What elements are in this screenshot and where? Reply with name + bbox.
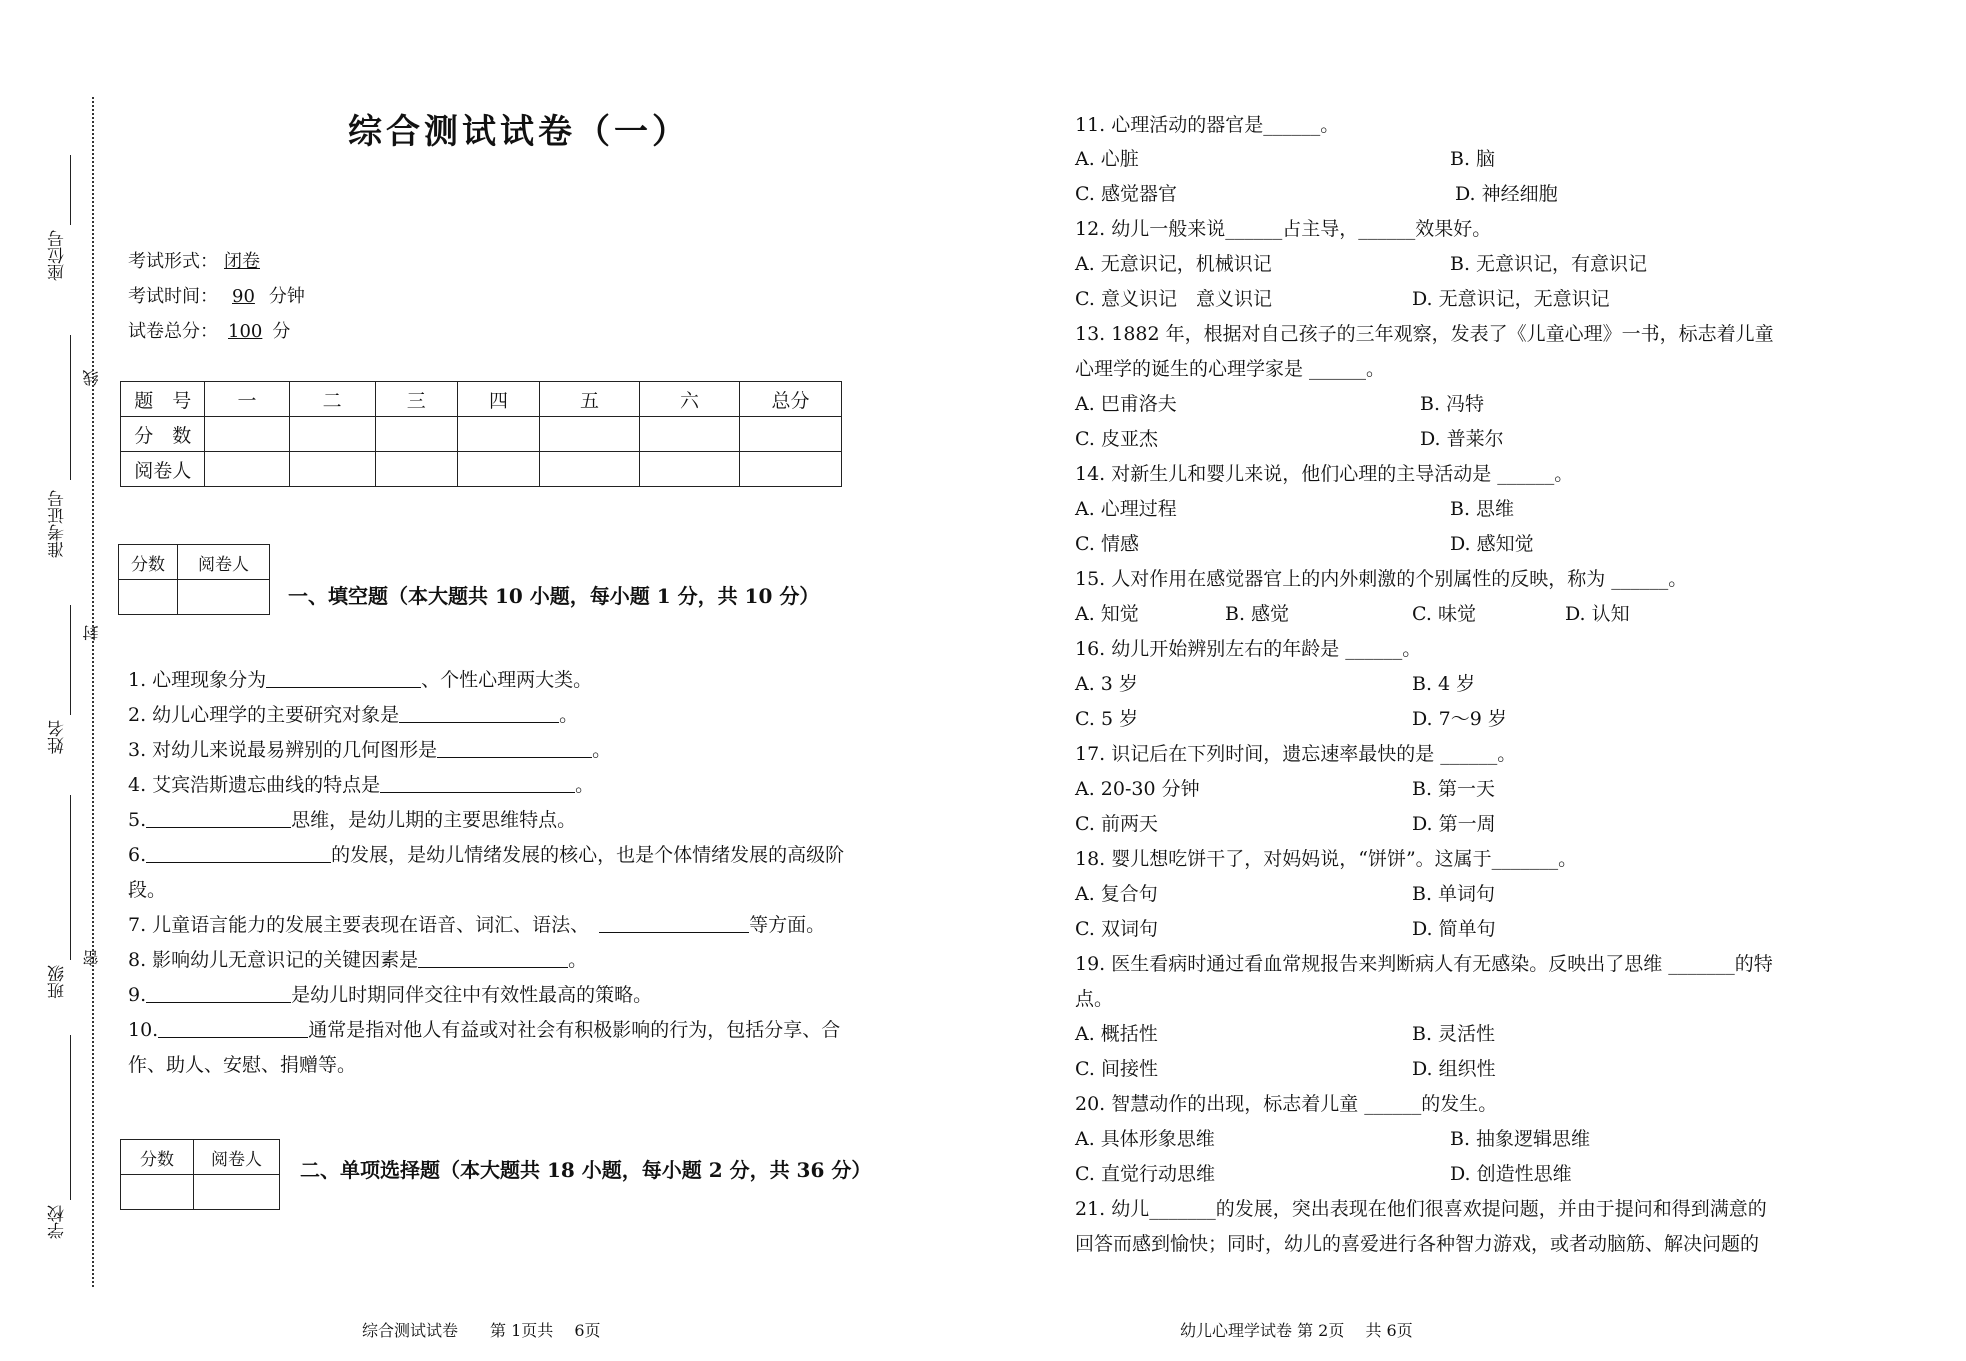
option-c[interactable]: C. 间接性 [1075, 1058, 1158, 1080]
option-a[interactable]: A. 复合句 [1075, 883, 1158, 905]
option-a[interactable]: A. 心理过程 [1075, 498, 1177, 520]
exam-time-label: 考试时间： [128, 286, 218, 307]
exam-total-label: 试卷总分： [128, 321, 218, 342]
page1-footer: 综合测试试卷 第 1页共 6页 [362, 1321, 601, 1340]
exam-title: 综合测试试卷（一） [348, 112, 690, 152]
class-blank [70, 795, 71, 960]
score-row-label: 阅卷人 [121, 452, 205, 487]
fill-question [128, 665, 592, 692]
grade-box-score-label: 分数 [119, 545, 178, 580]
option-c[interactable]: C. 味觉 [1412, 603, 1476, 625]
option-b[interactable]: B. 4 岁 [1412, 673, 1476, 695]
option-d[interactable]: D. 创造性思维 [1450, 1163, 1572, 1185]
fill-question [128, 945, 587, 972]
score-cell [640, 452, 740, 487]
answer-blank[interactable] [599, 913, 749, 933]
score-cell [289, 417, 375, 452]
option-b[interactable]: B. 单词句 [1412, 883, 1496, 905]
seat-blank [70, 155, 71, 225]
option-a[interactable]: A. 无意识记，机械识记 [1075, 253, 1272, 275]
fill-question [128, 735, 611, 762]
score-header-cell: 六 [640, 382, 740, 417]
question-stem: 15. 人对作用在感觉器官上的内外刺激的个别属性的反映，称为 ______。 [1075, 568, 1688, 590]
exam-form [128, 247, 266, 273]
score-cell [289, 452, 375, 487]
school-label: 学校 [48, 1205, 68, 1239]
section1-heading: 一、填空题（本大题共 10 小题，每小题 1 分，共 10 分） [288, 584, 820, 608]
answer-blank[interactable] [146, 843, 331, 863]
score-cell [457, 452, 539, 487]
score-table-header [121, 382, 842, 417]
option-a[interactable]: A. 巴甫洛夫 [1075, 393, 1177, 415]
page2-footer: 幼儿心理学试卷 第 2页 共 6页 [1180, 1321, 1413, 1340]
fill-question [128, 1015, 840, 1042]
question-text: 。 [559, 704, 579, 726]
option-b[interactable]: B. 灵活性 [1412, 1023, 1496, 1045]
question-text: 通常是指对他人有益或对社会有积极影响的行为，包括分享、合 [308, 1019, 841, 1041]
score-header-cell: 三 [375, 382, 457, 417]
question-stem: 12. 幼儿一般来说______占主导，______效果好。 [1075, 218, 1492, 240]
question-stem: 17. 识记后在下列时间，遗忘速率最快的是 ______。 [1075, 743, 1517, 765]
option-a[interactable]: A. 3 岁 [1075, 673, 1138, 695]
question-text: 。 [592, 739, 612, 761]
option-c[interactable]: C. 意义识记 意义识记 [1075, 288, 1272, 310]
question-text: 6. [128, 844, 147, 866]
option-d[interactable]: D. 简单句 [1412, 918, 1496, 940]
question-text: 3. 对幼儿来说最易辨别的几何图形是 [128, 739, 438, 761]
question-text: 的发展，是幼儿情绪发展的核心，也是个体情绪发展的高级阶 [331, 844, 845, 866]
option-a[interactable]: A. 具体形象思维 [1075, 1128, 1215, 1150]
name-label: 姓名 [48, 720, 68, 754]
option-c[interactable]: C. 皮亚杰 [1075, 428, 1158, 450]
option-b[interactable]: B. 冯特 [1420, 393, 1485, 415]
question-text: 10. [128, 1019, 159, 1041]
question-text: 9. [128, 984, 147, 1006]
option-a[interactable]: A. 心脏 [1075, 148, 1139, 170]
score-header-cell: 总分 [739, 382, 841, 417]
answer-blank[interactable] [380, 773, 575, 793]
option-d[interactable]: D. 组织性 [1412, 1058, 1496, 1080]
exam-form-value: 闭卷 [224, 251, 260, 272]
question-text: 2. 幼儿心理学的主要研究对象是 [128, 704, 400, 726]
score-cell [375, 452, 457, 487]
answer-blank[interactable] [437, 738, 592, 758]
fill-question [128, 770, 594, 797]
question-text: 7. 儿童语言能力的发展主要表现在语音、词汇、语法、 [128, 914, 590, 936]
section1-grade-box [118, 544, 270, 615]
score-cell [739, 452, 841, 487]
option-b[interactable]: B. 无意识记，有意识记 [1450, 253, 1648, 275]
option-d[interactable]: D. 7～9 岁 [1412, 708, 1507, 730]
fill-question [128, 700, 578, 727]
option-c[interactable]: C. 感觉器官 [1075, 183, 1177, 205]
grade-box-grader-label: 阅卷人 [178, 545, 270, 580]
question-text: 思维，是幼儿期的主要思维特点。 [291, 809, 577, 831]
option-d[interactable]: D. 感知觉 [1450, 533, 1534, 555]
question-text: 1. 心理现象分为 [128, 669, 267, 691]
score-cell [739, 417, 841, 452]
exam-total [128, 317, 290, 343]
score-table-row [121, 452, 842, 487]
score-header-cell: 五 [540, 382, 640, 417]
option-b[interactable]: B. 感觉 [1225, 603, 1290, 625]
option-b[interactable]: B. 第一天 [1412, 778, 1496, 800]
question-stem: 16. 幼儿开始辨别左右的年龄是 ______。 [1075, 638, 1422, 660]
fill-question [128, 980, 652, 1007]
question-stem: 21. 幼儿_______的发展，突出表现在他们很喜欢提问题，并由于提问和得到满意的 [1075, 1198, 1767, 1220]
section2-grade-box [120, 1139, 280, 1210]
seat-label: 座位号 [48, 230, 68, 281]
exam-total-value: 100 [228, 321, 263, 342]
score-header-cell: 二 [289, 382, 375, 417]
exam-total-unit: 分 [272, 321, 291, 342]
option-a[interactable]: A. 知觉 [1075, 603, 1139, 625]
option-d[interactable]: D. 普莱尔 [1420, 428, 1504, 450]
score-cell [540, 452, 640, 487]
exam-form-label: 考试形式： [128, 251, 218, 272]
answer-blank[interactable] [146, 808, 291, 828]
option-d[interactable]: D. 神经细胞 [1455, 183, 1558, 205]
question-stem-continued: 心理学的诞生的心理学家是 ______。 [1075, 358, 1386, 380]
exam-number-blank [70, 335, 71, 480]
question-stem: 20. 智慧动作的出现，标志着儿童 ______的发生。 [1075, 1093, 1498, 1115]
score-header-cell: 题 号 [121, 382, 205, 417]
score-cell [375, 417, 457, 452]
fill-question-continued: 作、助人、安慰、捐赠等。 [128, 1054, 357, 1076]
score-cell [640, 417, 740, 452]
score-cell [205, 417, 289, 452]
question-text: 5. [128, 809, 147, 831]
fill-question-continued: 段。 [128, 879, 167, 901]
question-text: 。 [568, 949, 588, 971]
option-c[interactable]: C. 5 岁 [1075, 708, 1139, 730]
fill-question [128, 910, 825, 937]
score-header-cell: 四 [457, 382, 539, 417]
grade-box-cell [119, 580, 178, 615]
option-b[interactable]: B. 思维 [1450, 498, 1515, 520]
grade-box-grader-label: 阅卷人 [194, 1140, 280, 1175]
question-stem: 11. 心理活动的器官是______。 [1075, 114, 1340, 136]
fill-question [128, 805, 576, 832]
question-text: 等方面。 [749, 914, 826, 936]
binding-mark-sealed: 密 [82, 950, 101, 966]
binding-mark-line: 线 [82, 370, 101, 386]
answer-blank[interactable] [158, 1018, 308, 1038]
binding-mark-seal: 封 [82, 625, 101, 641]
binding-dotted-line [92, 97, 94, 1287]
question-text: 。 [575, 774, 595, 796]
option-c[interactable]: C. 双词句 [1075, 918, 1158, 940]
name-blank [70, 605, 71, 715]
option-a[interactable]: A. 20-30 分钟 [1075, 778, 1200, 800]
option-d[interactable]: D. 第一周 [1412, 813, 1496, 835]
option-c[interactable]: C. 前两天 [1075, 813, 1158, 835]
question-stem-continued: 点。 [1075, 988, 1114, 1010]
fill-question [128, 840, 844, 867]
option-b[interactable]: B. 脑 [1450, 148, 1496, 170]
question-text: 4. 艾宾浩斯遗忘曲线的特点是 [128, 774, 381, 796]
grade-box-score-label: 分数 [121, 1140, 194, 1175]
exam-time-value: 90 [232, 286, 255, 307]
option-d[interactable]: D. 无意识记，无意识记 [1412, 288, 1610, 310]
answer-blank[interactable] [418, 948, 568, 968]
question-stem: 18. 婴儿想吃饼干了，对妈妈说，“饼饼”。这属于_______。 [1075, 848, 1578, 870]
question-stem: 14. 对新生儿和婴儿来说，他们心理的主导活动是 ______。 [1075, 463, 1574, 485]
score-table [120, 381, 842, 487]
exam-time [128, 282, 305, 308]
question-stem: 13. 1882 年，根据对自己孩子的三年观察，发表了《儿童心理》一书，标志着儿童 [1075, 323, 1774, 345]
answer-blank[interactable] [266, 668, 421, 688]
grade-box-cell [121, 1175, 194, 1210]
score-header-cell: 一 [205, 382, 289, 417]
score-table-row [121, 417, 842, 452]
exam-time-unit: 分钟 [268, 286, 305, 307]
grade-box-cell [178, 580, 270, 615]
score-cell [457, 417, 539, 452]
question-text: 8. 影响幼儿无意识记的关键因素是 [128, 949, 419, 971]
school-blank [70, 1035, 71, 1200]
grade-box-cell [194, 1175, 280, 1210]
question-stem: 19. 医生看病时通过看血常规报告来判断病人有无感染。反映出了思维 _______的特 [1075, 953, 1773, 975]
option-a[interactable]: A. 概括性 [1075, 1023, 1158, 1045]
exam-number-label: 准考证号 [48, 490, 68, 558]
answer-blank[interactable] [399, 703, 559, 723]
score-cell [205, 452, 289, 487]
score-cell [540, 417, 640, 452]
option-c[interactable]: C. 直觉行动思维 [1075, 1163, 1215, 1185]
option-c[interactable]: C. 情感 [1075, 533, 1139, 555]
score-row-label: 分 数 [121, 417, 205, 452]
question-stem-continued: 回答而感到愉快；同时，幼儿的喜爱进行各种智力游戏，或者动脑筋、解决问题的 [1075, 1233, 1760, 1255]
class-label: 班级 [48, 965, 68, 999]
option-d[interactable]: D. 认知 [1565, 603, 1630, 625]
question-text: 是幼儿时期同伴交往中有效性最高的策略。 [291, 984, 653, 1006]
option-b[interactable]: B. 抽象逻辑思维 [1450, 1128, 1591, 1150]
answer-blank[interactable] [146, 983, 291, 1003]
question-text: 、个性心理两大类。 [421, 669, 593, 691]
section2-heading: 二、单项选择题（本大题共 18 小题，每小题 2 分，共 36 分） [300, 1158, 872, 1182]
